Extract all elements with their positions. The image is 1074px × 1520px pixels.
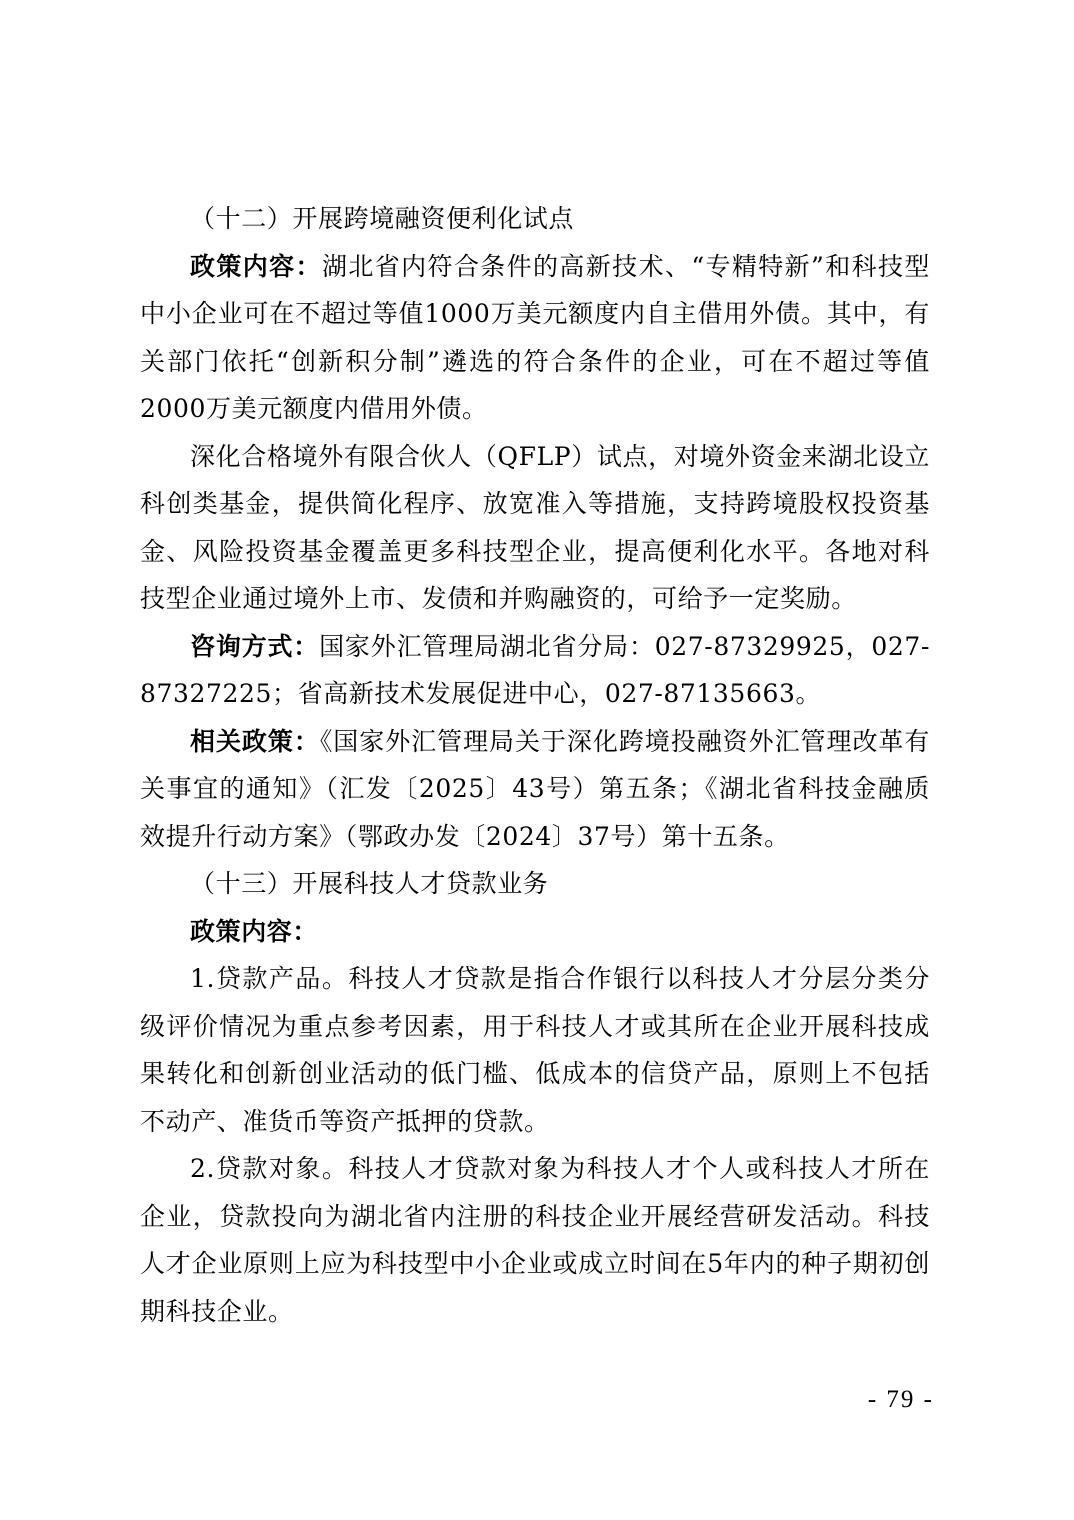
section-heading-13: （十三）开展科技人才贷款业务 [190,869,549,898]
policy-content-label: 政策内容： [190,251,322,281]
policy-content-paragraph-12 [140,243,930,433]
related-policy-label: 相关政策： [190,726,320,756]
page-number: - 79 - [867,1386,934,1413]
policy-content-text: 湖北省内符合条件的高新技术、“专精特新”和科技型中小企业可在不超过等值1000万美元额度内自主借用外债。其中，有关部门依托“创新积分制”遴选的符合条件的企业，可在不超过等值2000万美元额度内借用外债。 [140,251,930,423]
related-policy-text: 《国家外汇管理局关于深化跨境投融资外汇管理改革有关事宜的通知》（汇发〔2025〕43号）第五条；《湖北省科技金融质效提升行动方案》（鄂政办发〔2024〕37号）第十五条。 [140,726,930,851]
policy-content-paragraph-13 [140,908,930,956]
section-heading-12: （十二）开展跨境融资便利化试点 [190,204,575,233]
contact-text: 国家外汇管理局湖北省分局：027-87329925，027-87327225；省高新技术发展促进中心，027-87135663。 [140,631,930,708]
contact-paragraph [140,623,930,718]
related-policy-paragraph [140,718,930,861]
qflp-paragraph: 深化合格境外有限合伙人（QFLP）试点，对境外资金来湖北设立科创类基金，提供简化程序、放宽准入等措施，支持跨境股权投资基金、风险投资基金覆盖更多科技型企业，提高便利化水平。各地对科技型企业通过境外上市、发债和并购融资的，可给予一定奖励。 [140,441,930,613]
contact-label: 咨询方式： [190,631,320,661]
document-body [140,195,930,1335]
loan-target-paragraph: 2.贷款对象。科技人才贷款对象为科技人才个人或科技人才所在企业，贷款投向为湖北省内注册的科技企业开展经营研发活动。科技人才企业原则上应为科技型中小企业或成立时间在5年内的种子期初创期科技企业。 [140,1154,930,1326]
policy-content-label: 政策内容： [190,916,319,946]
loan-product-paragraph: 1.贷款产品。科技人才贷款是指合作银行以科技人才分层分类分级评价情况为重点参考因素，用于科技人才或其所在企业开展科技成果转化和创新创业活动的低门槛、低成本的信贷产品，原则上不包括不动产、准货币等资产抵押的贷款。 [140,964,930,1136]
